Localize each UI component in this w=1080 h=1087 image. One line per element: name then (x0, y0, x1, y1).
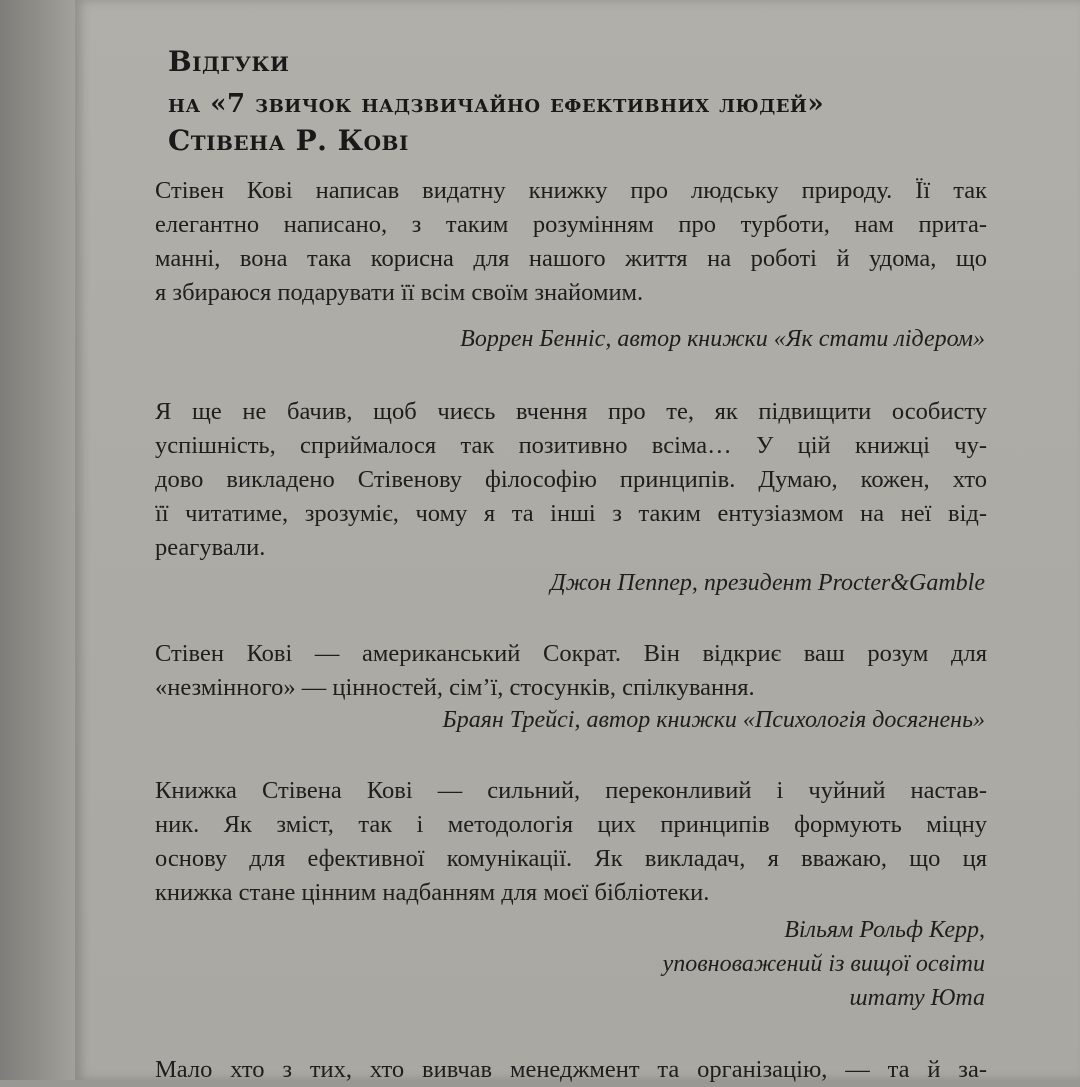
review-1-line: Стівен Кові написав видатну книжку про людську природу. Її так (155, 177, 987, 204)
attribution-line: штату Юта (849, 985, 985, 1011)
attribution-line: Вільям Рольф Керр, (784, 917, 985, 943)
book-page (75, 0, 1080, 1083)
review-2-line: успішність, сприймалося так позитивно всіма… У цій книжці чу- (155, 432, 987, 459)
review-text-4 (155, 774, 987, 910)
review-3-line: «незмінного» — цінностей, сім’ї, стосунків, спілкування. (155, 674, 755, 701)
review-4-line: основу для ефективної комунікації. Як викладач, я вважаю, що ця (155, 845, 987, 872)
review-attribution-1 (460, 322, 985, 356)
review-4-line: ник. Як зміст, так і методологія цих принципів формують міцну (155, 811, 987, 838)
book-spine-shadow (0, 0, 75, 1080)
review-attribution-4 (663, 913, 985, 1015)
review-text-1 (155, 174, 987, 310)
review-3-line: Стівен Кові — американський Сократ. Він відкриє ваш розум для (155, 640, 987, 667)
attribution-line: Браян Трейсі, автор книжки «Психологія досягнень» (442, 707, 985, 733)
review-1-line: я збираюся подарувати її всім своїм знайомим. (155, 279, 644, 306)
review-attribution-2 (550, 566, 985, 600)
review-attribution-3 (443, 703, 985, 737)
attribution-line: Джон Пеппер, президент Procter&Gamble (550, 570, 985, 596)
review-2-line: її читатиме, зрозуміє, чому я та інші з таким ентузіазмом на неї від- (155, 500, 987, 527)
review-text-2 (155, 395, 987, 565)
attribution-line: Воррен Бенніс, автор книжки «Як стати лідером» (460, 326, 985, 352)
attribution-line: уповноважений із вищої освіти (662, 951, 985, 977)
heading-line-1: Відгуки (168, 45, 290, 78)
review-text-5 (155, 1053, 987, 1087)
review-4-line: Книжка Стівена Кові — сильний, переконливий і чуйний настав- (155, 777, 987, 804)
review-5-line: Мало хто з тих, хто вивчав менеджмент та організацію, — та й за- (155, 1056, 987, 1083)
review-1-line: елегантно написано, з таким розумінням про турботи, нам прита- (155, 211, 987, 238)
review-2-line: реагували. (155, 534, 266, 561)
heading-line-2: на «7 звичок надзвичайно ефективних людей» (168, 89, 825, 119)
review-2-line: Я ще не бачив, щоб чиєсь вчення про те, як підвищити особисту (155, 398, 987, 425)
heading-line-3: Стівена Р. Кові (168, 124, 409, 157)
review-1-line: манні, вона така корисна для нашого життя на роботі й удома, що (155, 245, 987, 272)
review-text-3 (155, 637, 987, 705)
review-4-line: книжка стане цінним надбанням для моєї бібліотеки. (155, 879, 710, 906)
review-2-line: дово викладено Стівенову філософію принципів. Думаю, кожен, хто (155, 466, 987, 493)
